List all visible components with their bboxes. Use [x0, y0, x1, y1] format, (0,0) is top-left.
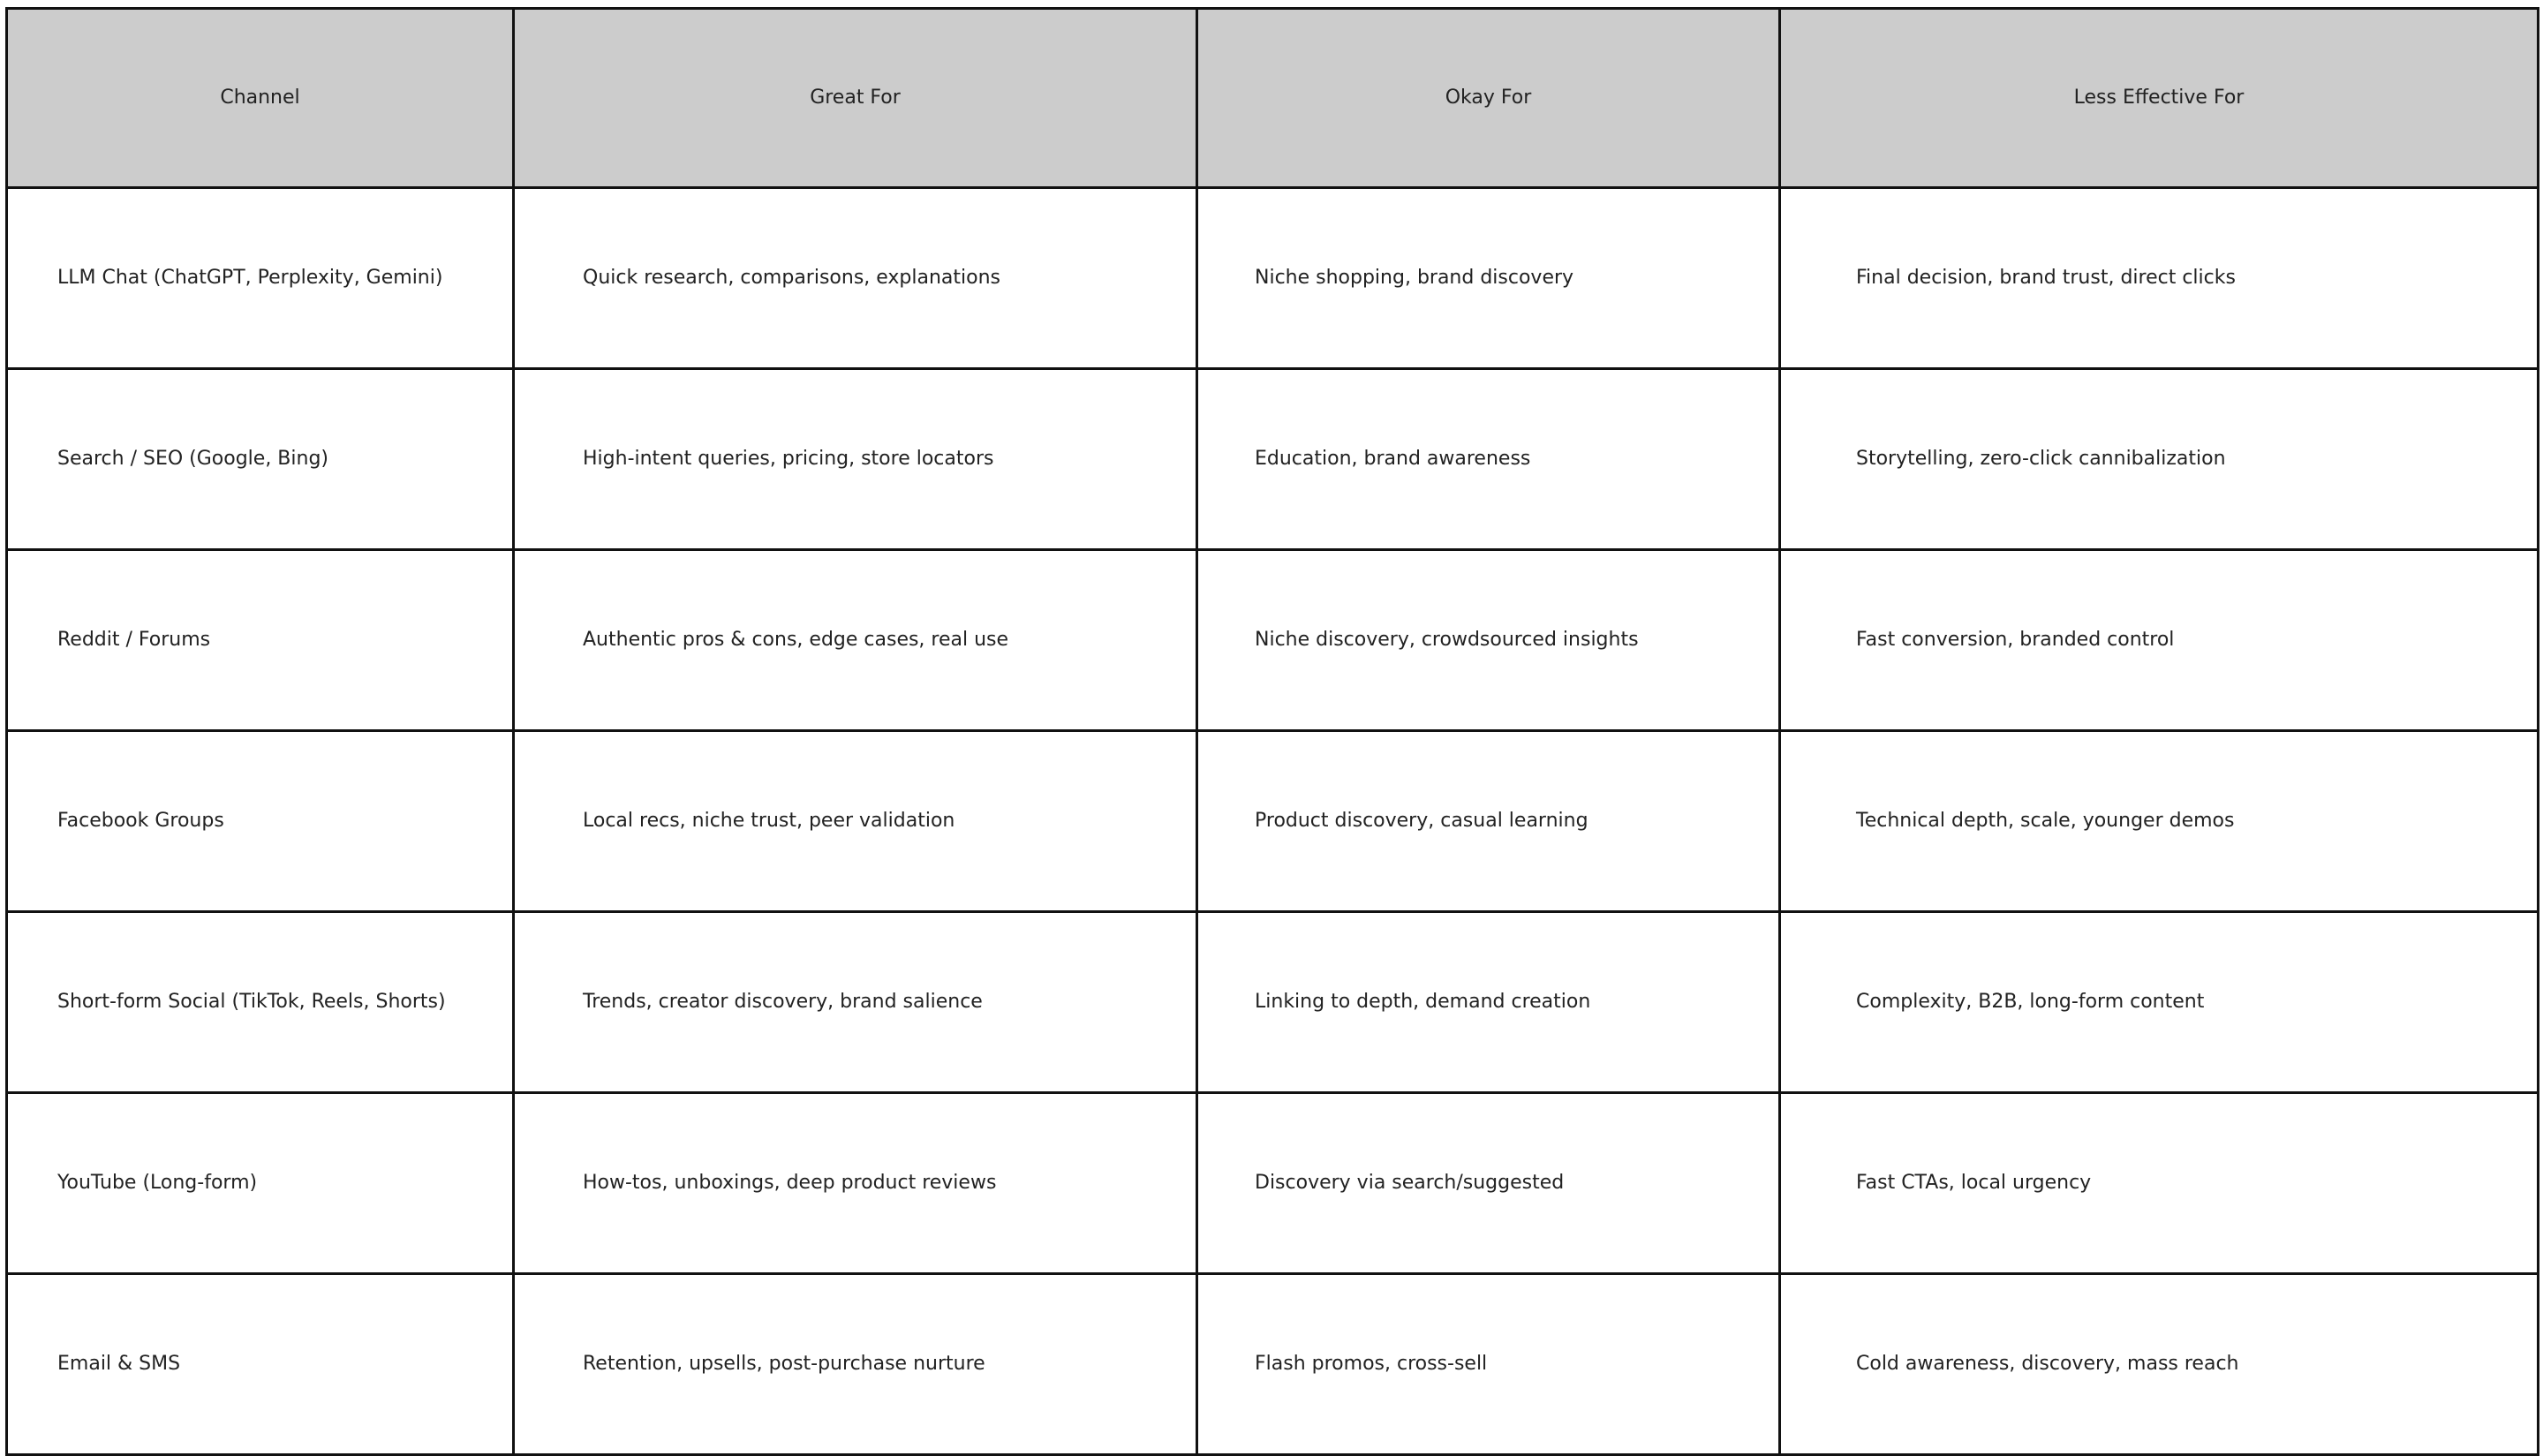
cell-okay-for: Flash promos, cross-sell [1197, 1274, 1780, 1455]
cell-channel: LLM Chat (ChatGPT, Perplexity, Gemini) [7, 188, 514, 369]
cell-channel: YouTube (Long-form) [7, 1093, 514, 1274]
table-row [7, 550, 2539, 731]
cell-less-effective-for: Storytelling, zero-click cannibalization [1780, 369, 2539, 550]
header-okay-for: Okay For [1197, 9, 1780, 188]
cell-channel: Reddit / Forums [7, 550, 514, 731]
cell-less-effective-for: Cold awareness, discovery, mass reach [1780, 1274, 2539, 1455]
header-great-for: Great For [514, 9, 1197, 188]
cell-okay-for: Product discovery, casual learning [1197, 731, 1780, 912]
cell-great-for: How-tos, unboxings, deep product reviews [514, 1093, 1197, 1274]
cell-less-effective-for: Complexity, B2B, long-form content [1780, 912, 2539, 1093]
table-row [7, 188, 2539, 369]
cell-channel: Search / SEO (Google, Bing) [7, 369, 514, 550]
cell-okay-for: Niche discovery, crowdsourced insights [1197, 550, 1780, 731]
header-less-effective-for: Less Effective For [1780, 9, 2539, 188]
cell-great-for: Authentic pros & cons, edge cases, real use [514, 550, 1197, 731]
channel-comparison-table [5, 7, 2539, 1456]
cell-less-effective-for: Final decision, brand trust, direct clicks [1780, 188, 2539, 369]
cell-less-effective-for: Technical depth, scale, younger demos [1780, 731, 2539, 912]
header-row [7, 9, 2539, 188]
table-row [7, 369, 2539, 550]
table-row [7, 912, 2539, 1093]
cell-okay-for: Niche shopping, brand discovery [1197, 188, 1780, 369]
table-row [7, 731, 2539, 912]
table-body [7, 188, 2539, 1455]
header-channel: Channel [7, 9, 514, 188]
cell-okay-for: Education, brand awareness [1197, 369, 1780, 550]
cell-okay-for: Discovery via search/suggested [1197, 1093, 1780, 1274]
table-header [7, 9, 2539, 188]
table-row [7, 1274, 2539, 1455]
cell-great-for: Local recs, niche trust, peer validation [514, 731, 1197, 912]
cell-okay-for: Linking to depth, demand creation [1197, 912, 1780, 1093]
cell-great-for: Retention, upsells, post-purchase nurture [514, 1274, 1197, 1455]
cell-channel: Facebook Groups [7, 731, 514, 912]
cell-great-for: Quick research, comparisons, explanations [514, 188, 1197, 369]
cell-great-for: High-intent queries, pricing, store locators [514, 369, 1197, 550]
cell-less-effective-for: Fast conversion, branded control [1780, 550, 2539, 731]
cell-great-for: Trends, creator discovery, brand salience [514, 912, 1197, 1093]
cell-channel: Short-form Social (TikTok, Reels, Shorts) [7, 912, 514, 1093]
cell-less-effective-for: Fast CTAs, local urgency [1780, 1093, 2539, 1274]
table-row [7, 1093, 2539, 1274]
cell-channel: Email & SMS [7, 1274, 514, 1455]
